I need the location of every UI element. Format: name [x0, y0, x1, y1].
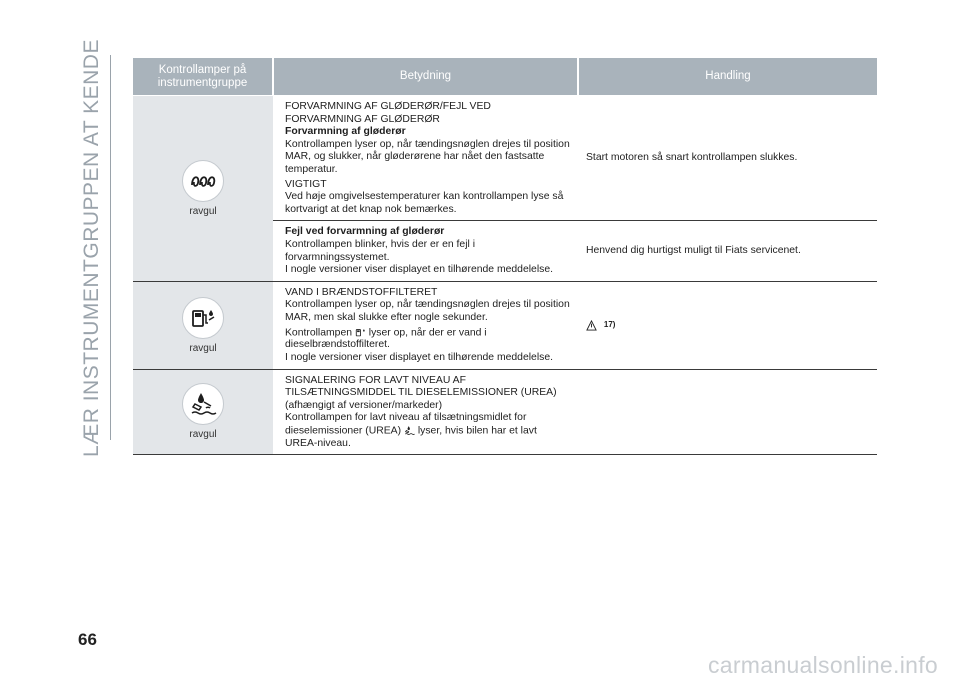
page-number: 66 — [78, 630, 97, 649]
warning-text: Kontrollampen lyser op, når tændingsnøglen drejes til position MAR, og slukker, når gløderørene har nået den fastsatte temperatur. — [285, 138, 570, 175]
watermark: carmanualsonline.info — [707, 652, 938, 678]
action-cell — [578, 281, 877, 369]
header-icon-column: Kontrollamper på instrumentgruppe — [133, 58, 273, 96]
icon-cell-glow-plug — [133, 96, 273, 282]
table-row — [133, 96, 877, 221]
important-label: VIGTIGT — [285, 178, 327, 190]
icon-badge — [182, 297, 224, 339]
table-row — [133, 369, 877, 455]
warning-text-after: lyser, hvis bilen har et lavt UREA-niveau. — [285, 425, 537, 449]
important-text: Ved høje omgivelsestemperaturer kan kontrollampen lyse så kortvarigt at det knap nok bemærkes. — [285, 191, 564, 215]
table-header-row — [133, 58, 877, 96]
low-urea-icon — [404, 425, 415, 436]
icon-color-label: ravgul — [189, 429, 217, 441]
icon-cell-low-urea — [133, 369, 273, 455]
warning-text: I nogle versioner viser displayet en tilhørende meddelelse. — [285, 351, 553, 363]
glow-plug-icon — [188, 171, 218, 191]
warning-text-with-icon — [285, 412, 570, 450]
meaning-cell — [273, 369, 578, 455]
meaning-cell — [273, 96, 578, 221]
warning-title: SIGNALERING FOR LAVT NIVEAU AF TILSÆTNINGSMIDDEL TIL DIESELEMISSIONER (UREA) — [285, 374, 557, 399]
warning-text: Kontrollampen blinker, hvis der er en fejl i forvarmningssystemet. — [285, 238, 476, 263]
header-meaning-column: Betydning — [273, 58, 578, 96]
meaning-cell — [273, 281, 578, 369]
side-section-title: LÆR INSTRUMENTGRUPPEN AT KENDE — [80, 38, 104, 457]
warning-title: VAND I BRÆNDSTOFFILTERET — [285, 286, 438, 298]
icon-badge — [182, 160, 224, 202]
action-cell-empty — [578, 369, 877, 455]
icon-color-label: ravgul — [189, 342, 217, 354]
warning-text: I nogle versioner viser displayet en tilhørende meddelelse. — [285, 264, 553, 276]
side-section-title-wrap — [78, 38, 106, 457]
warning-subtitle: Fejl ved forvarmning af gløderør — [285, 226, 445, 238]
water-in-fuel-icon — [190, 306, 216, 330]
warning-subtitle-note: (afhængigt af versioner/markeder) — [285, 399, 443, 411]
side-divider — [110, 55, 111, 440]
table-row — [133, 281, 877, 369]
header-action-column: Handling — [578, 58, 877, 96]
warning-text-before: Kontrollampen for lavt niveau af tilsætningsmidlet for dieselemissioner (UREA) — [285, 412, 527, 437]
icon-cell-water-in-fuel — [133, 281, 273, 369]
low-urea-icon — [189, 390, 217, 418]
warning-text-before: Kontrollampen — [285, 326, 353, 338]
footnote-reference: 17) — [603, 319, 616, 329]
icon-color-label: ravgul — [189, 205, 217, 217]
warning-text-after: lyser op, når der er vand i dieselbrændstoffilteret. — [285, 326, 487, 351]
warning-lights-table — [133, 58, 877, 455]
warning-text-with-icon — [285, 327, 570, 352]
icon-badge — [182, 383, 224, 425]
action-cell: Start motoren så snart kontrollampen slukkes. — [578, 96, 877, 221]
meaning-cell — [273, 221, 578, 281]
warning-text: Kontrollampen lyser op, når tændingsnøglen drejes til position MAR, men skal slukke efter nogle sekunder. — [285, 299, 570, 323]
warning-title: FORVARMNING AF GLØDERØR/FEJL VED FORVARMNING AF GLØDERØR — [285, 101, 491, 125]
warning-triangle-icon — [586, 320, 597, 331]
warning-subtitle: Forvarmning af gløderør — [285, 126, 406, 138]
action-cell: Henvend dig hurtigst muligt til Fiats servicenet. — [578, 221, 877, 281]
water-in-fuel-icon — [355, 327, 366, 338]
